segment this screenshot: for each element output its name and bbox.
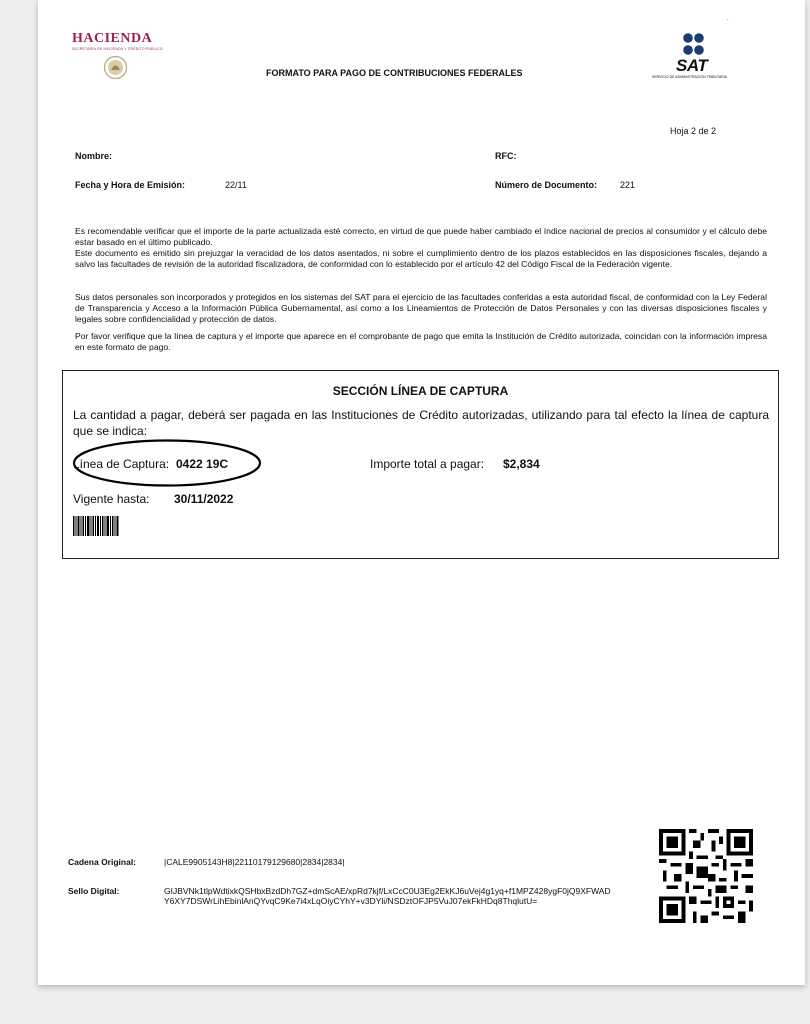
corner-mark: . [727,16,729,22]
fecha-value: 22/11 [225,180,247,190]
document-title: FORMATO PARA PAGO DE CONTRIBUCIONES FEDERALES [266,68,523,78]
qr-code-icon [659,829,753,923]
paragraph-datos-personales: Sus datos personales son incorporados y protegidos en los sistemas del SAT para el ejercicio de las facultades conferidas a esta autoridad fiscal, de conformidad con la Ley Federal de Transparencia y Acceso a la Información Pública Gubernamental, así como a los Lineamientos de Protección de Datos Personales y con las diversas disposiciones fiscales y legales sobre confidencialidad y protección de datos. [75,292,767,324]
importe-value: $2,834 [503,457,540,471]
hacienda-logo-text: HACIENDA [72,31,153,46]
sat-logo-text: SAT [676,56,708,75]
sat-logo-subtitle: SERVICIO DE ADMINISTRACIÓN TRIBUTARIA [652,75,728,79]
document-page [38,0,805,985]
rfc-label: RFC: [495,151,517,161]
importe-label: Importe total a pagar: [370,457,485,471]
barcode-icon [73,516,119,536]
captura-instructions: La cantidad a pagar, deberá ser pagada en las Instituciones de Crédito autorizadas, utilizando para tal efecto la línea de captura que se indica: [73,408,769,438]
paragraph-verifique: Por favor verifique que la línea de captura y el importe que aparece en el comprobante de pago que emita la Institución de Crédito autorizada, coincidan con la información impresa en este formato de pago. [75,331,767,352]
nombre-label: Nombre: [75,151,113,161]
hacienda-logo-subtitle: SECRETARÍA DE HACIENDA Y CRÉDITO PÚBLICO [72,47,163,51]
cadena-original-value: |CALE9905143H8|22110179129680|2834|2834| [164,857,345,867]
sheet-number: Hoja 2 de 2 [670,126,717,136]
vigente-label: Vigente hasta: [73,492,150,506]
fecha-label: Fecha y Hora de Emisión: [75,180,186,190]
captura-section [62,370,779,559]
linea-captura-value: 0422 19C [176,457,229,471]
numdoc-label: Número de Documento: [495,180,598,190]
cadena-original-label: Cadena Original: [68,857,137,867]
paragraph-prejuzgar: Este documento es emitido sin prejuzgar la veracidad de los datos asentados, ni sobre el cumplimiento dentro de los plazos establecidos en las disposiciones fiscales, dejando a salvo las facultades de revisión de la autoridad fiscalizadora, de conformidad con lo establecido por el artículo 42 del Código Fiscal de la Federación vigente. [75,248,767,269]
numdoc-value: 221 [620,180,636,190]
paragraph-indice: Es recomendable verificar que el importe de la parte actualizada esté correcto, en virtud de que puede haber cambiado el índice nacional de precios al consumidor y el cálculo debe estar basado en el último publicado. [75,226,767,247]
vigente-value: 30/11/2022 [174,492,234,506]
linea-captura-label: Línea de Captura: [73,457,170,471]
captura-title: SECCIÓN LÍNEA DE CAPTURA [332,384,509,398]
sello-digital-value: GIJBVNk1tlpWdtixkQSHbxBzdDh7GZ+dmScAE/xpRd7kjf/LxCcC0U3Eg2EkKJ6uVej4g1yq+f1MPZ428ygF0jQ9XFWADY6XY7DSWrLihEbinlAnQYvqC9Ke7i4xLqOiyCYhY+v3DYli/NSDztOFJP5VuJ07ekFkHDq8ThqlutU= [164,886,611,906]
sello-digital-label: Sello Digital: [68,886,120,896]
national-seal-icon [103,55,128,80]
